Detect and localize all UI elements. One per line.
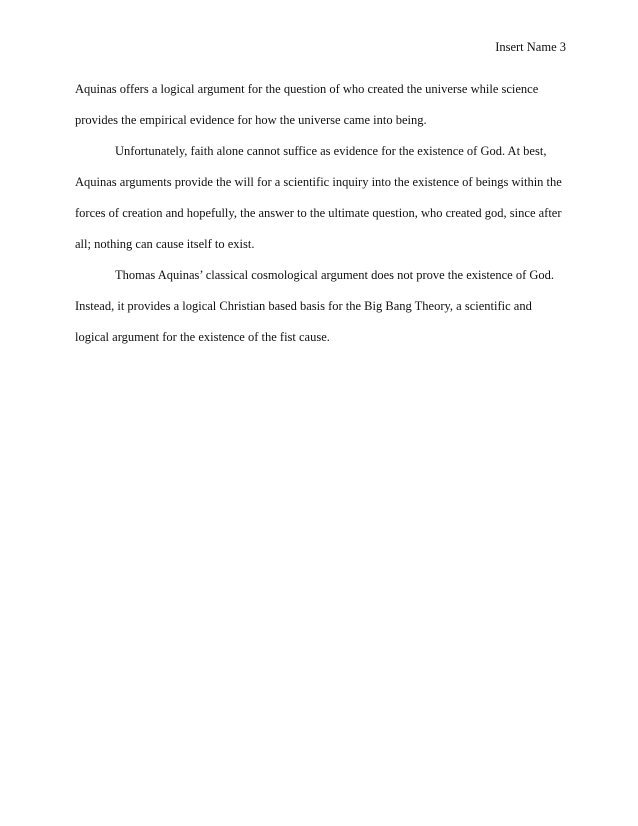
text-line: logical argument for the existence of the fist cause. [75, 330, 330, 344]
paragraph-1 [75, 74, 564, 136]
text-line: all; nothing can cause itself to exist. [75, 237, 255, 251]
text-line: provides the empirical evidence for how the universe came into being. [75, 113, 427, 127]
text-line: Aquinas arguments provide the will for a scientific inquiry into the existence of beings within the [75, 175, 562, 189]
text-line: Thomas Aquinas’ classical cosmological argument does not prove the existence of God. [115, 268, 555, 282]
text-line: forces of creation and hopefully, the answer to the ultimate question, who created god, since after [75, 206, 562, 220]
running-head: Insert Name 3 [495, 40, 566, 54]
text-line: Unfortunately, faith alone cannot suffice as evidence for the existence of God. At best, [115, 144, 547, 158]
paragraph-3 [75, 260, 564, 353]
document-body [75, 74, 564, 353]
text-line: Aquinas offers a logical argument for the question of who created the universe while science [75, 82, 539, 96]
text-line: Instead, it provides a logical Christian based basis for the Big Bang Theory, a scientific and [75, 299, 532, 313]
paragraph-2 [75, 136, 564, 260]
